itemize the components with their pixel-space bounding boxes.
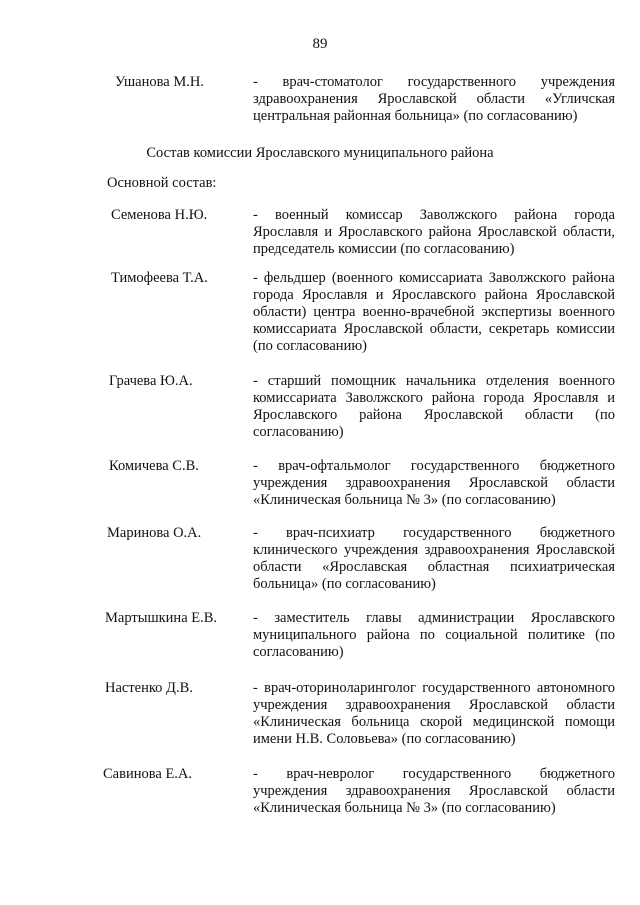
member-description: - заместитель главы администрации Ярославского муниципального района по социальной политике (по согласованию) — [253, 610, 615, 660]
page-number: 89 — [312, 36, 328, 52]
member-name: Настенко Д.В. — [105, 680, 193, 696]
member-name: Савинова Е.А. — [103, 766, 193, 782]
member-description: - врач-офтальмолог государственного бюджетного учреждения здравоохранения Ярославской области «Клиническая больница № 3» (по согласованию) — [253, 458, 615, 508]
member-description: - врач-оториноларинголог государственного автономного учреждения здравоохранения Ярославской области «Клиническая больница скорой медицинской помощи имени Н.В. Соловьева» (по согласованию) — [253, 680, 615, 747]
member-name: Комичева С.В. — [109, 458, 199, 474]
member-description: - врач-психиатр государственного бюджетного клинического учреждения здравоохранения Ярославской области «Ярославская областная психиатрическая больница» (по согласованию) — [253, 525, 615, 592]
member-description: - фельдшер (военного комиссариата Заволжского района города Ярославля и Ярославского района Ярославской области) центра военно-врачебной экспертизы военного комиссариата Ярославской области, секретарь комиссии (по согласованию) — [253, 270, 615, 354]
section-title: Состав комиссии Ярославского муниципального района — [146, 145, 494, 161]
member-name: Тимофеева Т.А. — [111, 270, 208, 286]
member-name: Маринова О.А. — [107, 525, 202, 541]
member-description: - врач-невролог государственного бюджетного учреждения здравоохранения Ярославской области «Клиническая больница № 3» (по согласованию) — [253, 766, 615, 816]
member-name: Ушанова М.Н. — [115, 74, 204, 90]
member-name: Семенова Н.Ю. — [111, 207, 208, 223]
member-description: - старший помощник начальника отделения военного комиссариата Заволжского района города Ярославля и Ярославского района Ярославской области (по согласованию) — [253, 373, 615, 440]
subsection-title: Основной состав: — [107, 175, 217, 191]
member-description: - врач-стоматолог государственного учреждения здравоохранения Ярославской области «Угличская центральная районная больница» (по согласованию) — [253, 74, 615, 124]
member-name: Мартышкина Е.В. — [105, 610, 218, 626]
member-name: Грачева Ю.А. — [109, 373, 193, 389]
member-description: - военный комиссар Заволжского района города Ярославля и Ярославского района Ярославской области, председатель комиссии (по согласованию) — [253, 207, 615, 257]
